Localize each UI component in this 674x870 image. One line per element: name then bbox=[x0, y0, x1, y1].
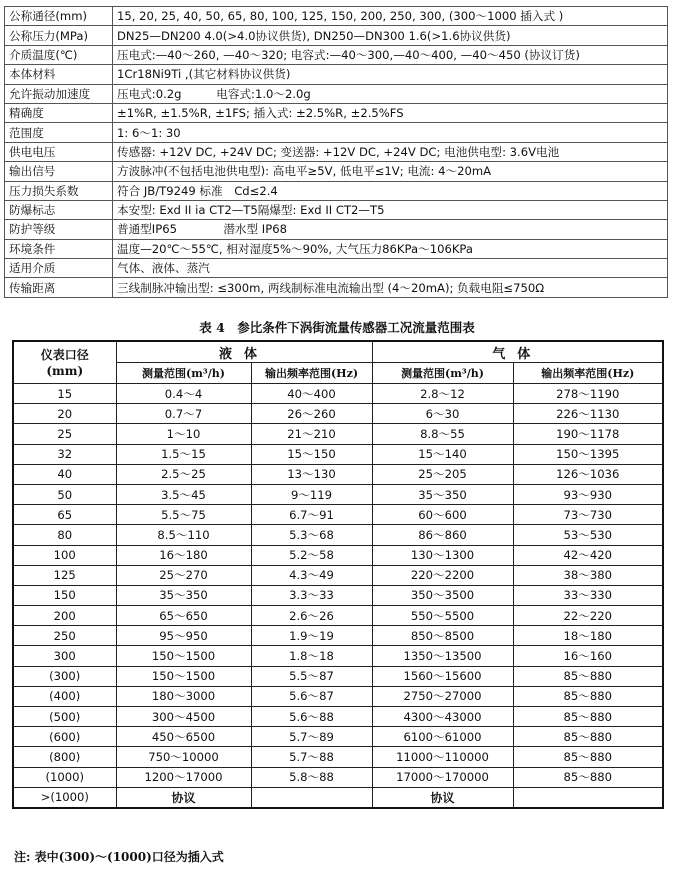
liquid-range-cell: 2.5～25 bbox=[116, 464, 251, 484]
liquid-range-header: 测量范围(m³/h) bbox=[116, 363, 251, 384]
gas-freq-cell: 226～1130 bbox=[513, 404, 663, 424]
liquid-range-cell: 5.5～75 bbox=[116, 505, 251, 525]
table-row bbox=[13, 666, 663, 686]
dn-cell: 20 bbox=[13, 404, 116, 424]
spec-value: 气体、液体、蒸汽 bbox=[113, 259, 668, 278]
spec-value: 符合 JB/T9249 标准 Cd≤2.4 bbox=[113, 181, 668, 200]
spec-key: 允许振动加速度 bbox=[5, 84, 113, 103]
spec-row bbox=[5, 65, 668, 84]
spec-row bbox=[5, 103, 668, 122]
gas-freq-header: 输出频率范围(Hz) bbox=[513, 363, 663, 384]
spec-value: 方波脉冲(不包括电池供电型): 高电平≥5V, 低电平≤1V; 电流: 4～20mA bbox=[113, 162, 668, 181]
spec-value: 普通型IP65 潜水型 IP68 bbox=[113, 220, 668, 239]
liquid-range-cell: 450～6500 bbox=[116, 727, 251, 747]
dn-cell: (500) bbox=[13, 707, 116, 727]
dn-cell: 40 bbox=[13, 464, 116, 484]
gas-range-cell: 350～3500 bbox=[372, 585, 513, 605]
gas-range-cell: 6～30 bbox=[372, 404, 513, 424]
gas-freq-cell: 85～880 bbox=[513, 747, 663, 767]
liquid-range-cell: 150～1500 bbox=[116, 666, 251, 686]
liquid-range-cell: 180～3000 bbox=[116, 686, 251, 706]
table-row bbox=[13, 525, 663, 545]
gas-range-cell: 4300～43000 bbox=[372, 707, 513, 727]
gas-range-cell: 550～5500 bbox=[372, 606, 513, 626]
spec-value: 15, 20, 25, 40, 50, 65, 80, 100, 125, 150, 200, 250, 300, (300～1000 插入式 ) bbox=[113, 7, 668, 26]
gas-range-cell: 25～205 bbox=[372, 464, 513, 484]
spec-value: 1: 6～1: 30 bbox=[113, 123, 668, 142]
spec-key: 介质温度(℃) bbox=[5, 45, 113, 64]
liquid-freq-cell: 13～130 bbox=[251, 464, 372, 484]
dn-cell: 300 bbox=[13, 646, 116, 666]
spec-row bbox=[5, 278, 668, 297]
spec-key: 公称通径(mm) bbox=[5, 7, 113, 26]
spec-row bbox=[5, 26, 668, 45]
liquid-range-cell: 95～950 bbox=[116, 626, 251, 646]
table-row bbox=[13, 606, 663, 626]
dn-cell: 65 bbox=[13, 505, 116, 525]
dn-cell: 80 bbox=[13, 525, 116, 545]
table-row bbox=[13, 767, 663, 787]
spec-key: 精确度 bbox=[5, 103, 113, 122]
dn-cell: 150 bbox=[13, 585, 116, 605]
spec-row bbox=[5, 220, 668, 239]
spec-value: 压电式:—40～260, —40～320; 电容式:—40～300,—40～400, —40～450 (协议订货) bbox=[113, 45, 668, 64]
dn-cell: 15 bbox=[13, 384, 116, 404]
table-row bbox=[13, 505, 663, 525]
gas-freq-cell: 85～880 bbox=[513, 686, 663, 706]
dn-cell: (1000) bbox=[13, 767, 116, 787]
spec-table bbox=[4, 6, 668, 298]
table-row bbox=[13, 686, 663, 706]
gas-range-cell: 850～8500 bbox=[372, 626, 513, 646]
liquid-freq-cell: 5.7～88 bbox=[251, 747, 372, 767]
spec-row bbox=[5, 84, 668, 103]
table-caption: 表 4 参比条件下涡街流量传感器工况流量范围表 bbox=[199, 320, 475, 335]
spec-row bbox=[5, 239, 668, 258]
empty-cell bbox=[251, 787, 372, 808]
spec-value: 本安型: Exd II ia CT2—T5隔爆型: Exd II CT2—T5 bbox=[113, 200, 668, 219]
gas-freq-cell: 22～220 bbox=[513, 606, 663, 626]
spec-key: 供电电压 bbox=[5, 142, 113, 161]
liquid-range-cell: 3.5～45 bbox=[116, 484, 251, 504]
footnote: 注: 表中(300)～(1000)口径为插入式 bbox=[14, 850, 224, 864]
liquid-range-cell: 750～10000 bbox=[116, 747, 251, 767]
flow-table-body bbox=[13, 384, 663, 788]
liquid-freq-cell: 5.7～89 bbox=[251, 727, 372, 747]
liquid-range-cell: 300～4500 bbox=[116, 707, 251, 727]
gas-range-header: 测量范围(m³/h) bbox=[372, 363, 513, 384]
gas-freq-cell: 18～180 bbox=[513, 626, 663, 646]
liquid-freq-cell: 6.7～91 bbox=[251, 505, 372, 525]
gas-range-cell: 11000～110000 bbox=[372, 747, 513, 767]
liquid-freq-cell: 1.9～19 bbox=[251, 626, 372, 646]
gas-range-cell: 8.8～55 bbox=[372, 424, 513, 444]
gas-freq-cell: 85～880 bbox=[513, 767, 663, 787]
spec-key: 压力损失系数 bbox=[5, 181, 113, 200]
liquid-freq-cell: 5.8～88 bbox=[251, 767, 372, 787]
spec-key: 适用介质 bbox=[5, 259, 113, 278]
liquid-range-cell: 8.5～110 bbox=[116, 525, 251, 545]
spec-table-body bbox=[5, 7, 668, 298]
liquid-range-cell: 150～1500 bbox=[116, 646, 251, 666]
table-row bbox=[13, 747, 663, 767]
spec-value: DN25—DN200 4.0(>4.0协议供货), DN250—DN300 1.6(>1.6协议供货) bbox=[113, 26, 668, 45]
liquid-range-cell: 0.7～7 bbox=[116, 404, 251, 424]
gas-range-cell: 220～2200 bbox=[372, 565, 513, 585]
gas-range-cell: 6100～61000 bbox=[372, 727, 513, 747]
liquid-freq-cell: 4.3～49 bbox=[251, 565, 372, 585]
gas-freq-cell: 150～1395 bbox=[513, 444, 663, 464]
liquid-freq-cell: 5.3～68 bbox=[251, 525, 372, 545]
dn-cell: 250 bbox=[13, 626, 116, 646]
spec-value: ±1%R, ±1.5%R, ±1FS; 插入式: ±2.5%R, ±2.5%FS bbox=[113, 103, 668, 122]
table-row bbox=[13, 565, 663, 585]
gas-freq-cell: 33～330 bbox=[513, 585, 663, 605]
gas-freq-cell: 93～930 bbox=[513, 484, 663, 504]
spec-row bbox=[5, 45, 668, 64]
gas-freq-cell: 85～880 bbox=[513, 707, 663, 727]
table-row bbox=[13, 646, 663, 666]
flow-range-table bbox=[12, 340, 664, 809]
gas-freq-cell: 126～1036 bbox=[513, 464, 663, 484]
spec-key: 环境条件 bbox=[5, 239, 113, 258]
liquid-freq-header: 输出频率范围(Hz) bbox=[251, 363, 372, 384]
liquid-freq-cell: 5.6～88 bbox=[251, 707, 372, 727]
gas-freq-cell: 73～730 bbox=[513, 505, 663, 525]
liquid-freq-cell: 21～210 bbox=[251, 424, 372, 444]
liquid-freq-cell: 40～400 bbox=[251, 384, 372, 404]
spec-row bbox=[5, 123, 668, 142]
table-row bbox=[13, 727, 663, 747]
gas-freq-cell: 85～880 bbox=[513, 666, 663, 686]
liquid-range-cell: 1～10 bbox=[116, 424, 251, 444]
dn-header bbox=[13, 341, 116, 384]
table-row bbox=[13, 404, 663, 424]
empty-cell bbox=[513, 787, 663, 808]
liquid-negotiable-cell: 协议 bbox=[116, 787, 251, 808]
table-row bbox=[13, 626, 663, 646]
gas-range-cell: 1350～13500 bbox=[372, 646, 513, 666]
liquid-freq-cell: 3.3～33 bbox=[251, 585, 372, 605]
gas-range-cell: 17000～170000 bbox=[372, 767, 513, 787]
spec-row bbox=[5, 259, 668, 278]
gas-range-cell: 35～350 bbox=[372, 484, 513, 504]
table-row bbox=[13, 424, 663, 444]
spec-value: 传感器: +12V DC, +24V DC; 变送器: +12V DC, +24V DC; 电池供电型: 3.6V电池 bbox=[113, 142, 668, 161]
table-row bbox=[13, 384, 663, 404]
gas-freq-cell: 278～1190 bbox=[513, 384, 663, 404]
gas-freq-cell: 16～160 bbox=[513, 646, 663, 666]
dn-cell: (400) bbox=[13, 686, 116, 706]
gas-range-cell: 2750～27000 bbox=[372, 686, 513, 706]
liquid-group-header: 液体 bbox=[116, 341, 372, 363]
gas-freq-cell: 85～880 bbox=[513, 727, 663, 747]
spec-row bbox=[5, 162, 668, 181]
dn-cell: (800) bbox=[13, 747, 116, 767]
liquid-range-cell: 35～350 bbox=[116, 585, 251, 605]
dn-cell: >(1000) bbox=[13, 787, 116, 808]
liquid-freq-cell: 26～260 bbox=[251, 404, 372, 424]
liquid-freq-cell: 5.2～58 bbox=[251, 545, 372, 565]
dn-cell: 200 bbox=[13, 606, 116, 626]
liquid-freq-cell: 15～150 bbox=[251, 444, 372, 464]
gas-range-cell: 1560～15600 bbox=[372, 666, 513, 686]
spec-key: 输出信号 bbox=[5, 162, 113, 181]
dn-cell: (300) bbox=[13, 666, 116, 686]
liquid-freq-cell: 5.5～87 bbox=[251, 666, 372, 686]
dn-cell: 50 bbox=[13, 484, 116, 504]
gas-range-cell: 15～140 bbox=[372, 444, 513, 464]
gas-group-header: 气体 bbox=[372, 341, 663, 363]
liquid-range-cell: 0.4～4 bbox=[116, 384, 251, 404]
liquid-freq-cell: 9～119 bbox=[251, 484, 372, 504]
gas-range-cell: 60～600 bbox=[372, 505, 513, 525]
liquid-range-cell: 65～650 bbox=[116, 606, 251, 626]
table-row bbox=[13, 484, 663, 504]
gas-freq-cell: 53～530 bbox=[513, 525, 663, 545]
gas-range-cell: 130～1300 bbox=[372, 545, 513, 565]
gas-negotiable-cell: 协议 bbox=[372, 787, 513, 808]
gas-freq-cell: 190～1178 bbox=[513, 424, 663, 444]
table-row bbox=[13, 787, 663, 808]
spec-row bbox=[5, 181, 668, 200]
dn-cell: 32 bbox=[13, 444, 116, 464]
table-row bbox=[13, 444, 663, 464]
table-row bbox=[13, 585, 663, 605]
dn-cell: (600) bbox=[13, 727, 116, 747]
spec-value: 压电式:0.2g 电容式:1.0～2.0g bbox=[113, 84, 668, 103]
gas-range-cell: 86～860 bbox=[372, 525, 513, 545]
table-row bbox=[13, 464, 663, 484]
liquid-freq-cell: 1.8～18 bbox=[251, 646, 372, 666]
liquid-range-cell: 25～270 bbox=[116, 565, 251, 585]
spec-value: 三线制脉冲输出型: ≤300m, 两线制标准电流输出型 (4～20mA); 负载电阻≤750Ω bbox=[113, 278, 668, 297]
liquid-freq-cell: 2.6～26 bbox=[251, 606, 372, 626]
liquid-freq-cell: 5.6～87 bbox=[251, 686, 372, 706]
spec-key: 防护等级 bbox=[5, 220, 113, 239]
liquid-range-cell: 1200～17000 bbox=[116, 767, 251, 787]
gas-freq-cell: 42～420 bbox=[513, 545, 663, 565]
spec-key: 传输距离 bbox=[5, 278, 113, 297]
liquid-range-cell: 16～180 bbox=[116, 545, 251, 565]
spec-value: 1Cr18Ni9Ti ,(其它材料协议供货) bbox=[113, 65, 668, 84]
spec-key: 防爆标志 bbox=[5, 200, 113, 219]
dn-cell: 25 bbox=[13, 424, 116, 444]
dn-header-label: 仪表口径 bbox=[40, 347, 89, 362]
gas-freq-cell: 38～380 bbox=[513, 565, 663, 585]
spec-key: 本体材料 bbox=[5, 65, 113, 84]
dn-header-unit: (mm) bbox=[46, 363, 84, 378]
gas-range-cell: 2.8～12 bbox=[372, 384, 513, 404]
table-row bbox=[13, 707, 663, 727]
spec-value: 温度—20℃～55℃, 相对湿度5%～90%, 大气压力86KPa～106KPa bbox=[113, 239, 668, 258]
spec-key: 公称压力(MPa) bbox=[5, 26, 113, 45]
liquid-range-cell: 1.5～15 bbox=[116, 444, 251, 464]
spec-key: 范围度 bbox=[5, 123, 113, 142]
dn-cell: 125 bbox=[13, 565, 116, 585]
spec-row bbox=[5, 200, 668, 219]
dn-cell: 100 bbox=[13, 545, 116, 565]
spec-row bbox=[5, 142, 668, 161]
spec-row bbox=[5, 7, 668, 26]
table-row bbox=[13, 545, 663, 565]
